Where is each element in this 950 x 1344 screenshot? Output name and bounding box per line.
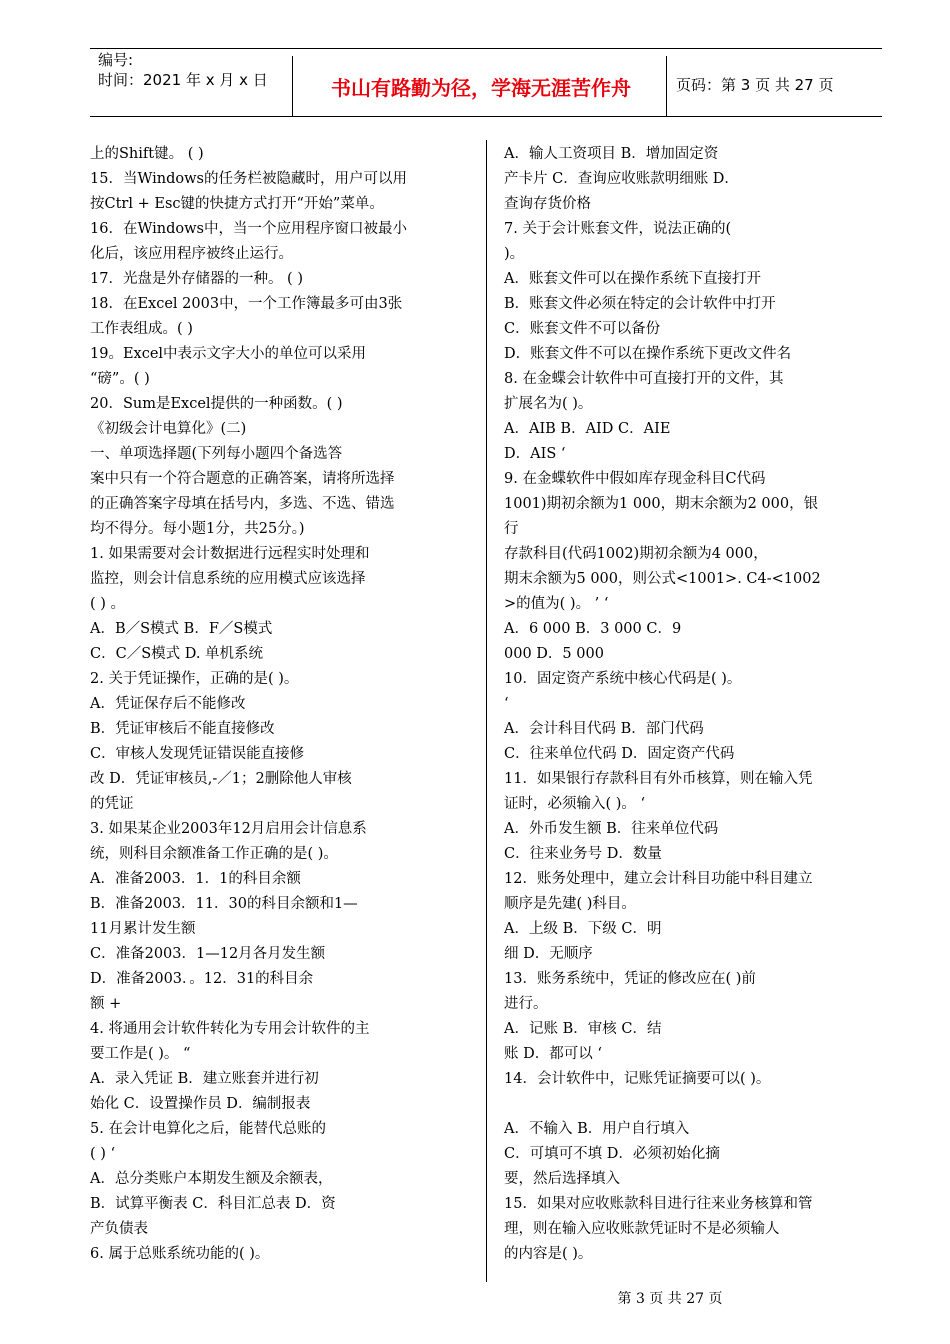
text-line: 3. 如果某企业2003年12月启用会计信息系 [90, 821, 367, 837]
text-line: 查询存货价格 [504, 196, 591, 212]
page-footer: 第 3 页 共 27 页 [617, 1291, 723, 1307]
text-line: 存款科目(代码1002)期初余额为4 000， [504, 546, 768, 562]
text-line: 14．会计软件中，记账凭证摘要可以( )。 [504, 1071, 771, 1087]
text-line: 15．如果对应收账款科目进行往来业务核算和管 [504, 1196, 813, 1212]
text-line: A．上级 B．下级 C．明 [504, 921, 662, 937]
text-line: D．账套文件不可以在操作系统下更改文件名 [504, 346, 792, 362]
text-line: B．准备2003．11．30的科目余额和1— [90, 896, 358, 912]
text-line: 进行。 [504, 996, 548, 1012]
document-time-label: 时间：2021 年 x 月 x 日 [98, 71, 268, 89]
text-line: 7. 关于会计账套文件，说法正确的( [504, 221, 732, 237]
text-line: 产负债表 [90, 1221, 148, 1237]
text-line: )。 [504, 246, 525, 262]
text-line: 监控，则会计信息系统的应用模式应该选择 [90, 571, 366, 587]
text-line: 证时，必须输入( )。 ‘ [504, 796, 646, 812]
text-line: A．输人工资项目 B．增加固定资 [504, 146, 719, 162]
column-divider [486, 140, 487, 1282]
text-line: C．审核人发现凭证错误能直接修 [90, 746, 305, 762]
text-line: 1. 如果需要对会计数据进行远程实时处理和 [90, 546, 370, 562]
text-line: A．不输入 B．用户自行填入 [504, 1121, 690, 1137]
text-line: 改 D．凭证审核员,-／1；2删除他人审核 [90, 771, 352, 787]
left-text-column [90, 142, 470, 1267]
text-line: 16．在Windows中，当一个应用程序窗口被最小 [90, 221, 407, 237]
text-line: 11月累计发生额 [90, 921, 196, 937]
text-line: >的值为( )。 ’ ‘ [504, 596, 609, 612]
text-line: 按Ctrl + Esc键的快捷方式打开“开始”菜单。 [90, 196, 384, 212]
text-line: 理，则在输入应收账款凭证时不是必须输人 [504, 1221, 780, 1237]
text-line: 一、单项选择题(下列每小题四个备选答 [90, 446, 343, 462]
text-line: 4. 将通用会计软件转化为专用会计软件的主 [90, 1021, 370, 1037]
text-line: A．账套文件可以在操作系统下直接打开 [504, 271, 761, 287]
text-line: 期末余额为5 000，则公式<1001>. C4-<1002 [504, 571, 821, 587]
text-line: A．凭证保存后不能修改 [90, 696, 246, 712]
text-line: ( ) ‘ [90, 1146, 116, 1162]
text-line: 要，然后选择填入 [504, 1171, 620, 1187]
header-motto: 书山有路勤为径，学海无涯苦作舟 [331, 76, 631, 100]
text-line: A．6 000 B．3 000 C．9 [504, 621, 682, 637]
text-line: 18．在Excel 2003中，一个工作簿最多可由3张 [90, 296, 403, 312]
text-line: C．账套文件不可以备份 [504, 321, 661, 337]
text-line: A．录入凭证 B．建立账套并进行初 [90, 1071, 319, 1087]
text-line: C．可填可不填 D．必须初始化摘 [504, 1146, 720, 1162]
text-line: 工作表组成。( ) [90, 321, 193, 337]
text-line: A．准备2003．1．1的科目余额 [90, 871, 301, 887]
header-page-number: 页码：第 3 页 共 27 页 [676, 76, 834, 94]
text-line: 均不得分。每小题1分，共25分。) [90, 521, 305, 537]
text-line: B．凭证审核后不能直接修改 [90, 721, 275, 737]
text-line: 顺序是先建( )科目。 [504, 896, 636, 912]
text-line: 的内容是( )。 [504, 1246, 593, 1262]
document-number-label: 编号: [98, 51, 134, 69]
text-line: 19。Excel中表示文字大小的单位可以采用 [90, 346, 367, 362]
header-left-block [98, 50, 268, 90]
text-line: ‘ [504, 696, 509, 712]
text-line: 始化 C．设置操作员 D．编制报表 [90, 1096, 311, 1112]
text-line: “磅”。( ) [90, 371, 150, 387]
text-line [504, 1092, 874, 1117]
text-line: 《初级会计电算化》(二) [90, 421, 247, 437]
header-separator-left [292, 56, 293, 116]
text-line: 8. 在金蝶会计软件中可直接打开的文件，其 [504, 371, 784, 387]
text-line: 12．账务处理中，建立会计科目功能中科目建立 [504, 871, 813, 887]
text-line: 产卡片 C．查询应收账款明细账 D． [504, 171, 739, 187]
header-top-rule [90, 48, 882, 49]
text-line: 细 D．无顺序 [504, 946, 593, 962]
text-line: D．AIS ‘ [504, 446, 566, 462]
text-line: 账 D．都可以 ‘ [504, 1046, 602, 1062]
text-line: C．往来单位代码 D．固定资产代码 [504, 746, 735, 762]
text-line: 13．账务系统中，凭证的修改应在( )前 [504, 971, 756, 987]
text-line: 20．Sum是Excel提供的一种函数。( ) [90, 396, 343, 412]
text-line: 上的Shift键。 ( ) [90, 146, 204, 162]
header-separator-right [666, 56, 667, 116]
text-line: B．试算平衡表 C．科目汇总表 D．资 [90, 1196, 336, 1212]
text-line: 15．当Windows的任务栏被隐藏时，用户可以用 [90, 171, 407, 187]
right-text-column [504, 142, 874, 1267]
text-line: 统，则科目余额准备工作正确的是( )。 [90, 846, 338, 862]
text-line: 10．固定资产系统中核心代码是( )。 [504, 671, 742, 687]
text-line: 的正确答案字母填在括号内，多选、不选、错选 [90, 496, 395, 512]
text-line: A．会计科目代码 B．部门代码 [504, 721, 704, 737]
text-line: A．B／S模式 B．F／S模式 [90, 621, 273, 637]
text-line: 11．如果银行存款科目有外币核算，则在输入凭 [504, 771, 813, 787]
text-line: 扩展名为( )。 [504, 396, 593, 412]
text-line: C．C／S模式 D. 单机系统 [90, 646, 264, 662]
text-line: 17．光盘是外存储器的一种。 ( ) [90, 271, 303, 287]
text-line: 额 + [90, 996, 122, 1012]
text-line: 案中只有一个符合题意的正确答案，请将所选择 [90, 471, 395, 487]
text-line: A．记账 B．审核 C．结 [504, 1021, 662, 1037]
text-line: C．准备2003．1—12月各月发生额 [90, 946, 326, 962]
text-line: 的凭证 [90, 796, 134, 812]
text-line: 1001)期初余额为1 000，期末余额为2 000，银 [504, 496, 819, 512]
text-line: A．AIB B．AID C．AIE [504, 421, 671, 437]
text-line: 化后，该应用程序被终止运行。 [90, 246, 293, 262]
text-line: ( ) 。 [90, 596, 126, 612]
text-line: 9. 在金蝶软件中假如库存现金科目C代码 [504, 471, 766, 487]
text-line: A．总分类账户本期发生额及余额表， [90, 1171, 333, 1187]
text-line: 2. 关于凭证操作，正确的是( )。 [90, 671, 299, 687]
text-line: A．外币发生额 B．往来单位代码 [504, 821, 719, 837]
text-line: 5. 在会计电算化之后，能替代总账的 [90, 1121, 326, 1137]
text-line: 要工作是( )。 “ [90, 1046, 191, 1062]
text-line: C．往来业务号 D．数量 [504, 846, 662, 862]
text-line: 6. 属于总账系统功能的( )。 [90, 1246, 270, 1262]
text-line: 000 D．5 000 [504, 646, 604, 662]
text-line: D．准备2003．。12．31的科目余 [90, 971, 314, 987]
header-bottom-rule [90, 116, 882, 117]
text-line: 行 [504, 521, 519, 537]
text-line: B．账套文件必须在特定的会计软件中打开 [504, 296, 776, 312]
